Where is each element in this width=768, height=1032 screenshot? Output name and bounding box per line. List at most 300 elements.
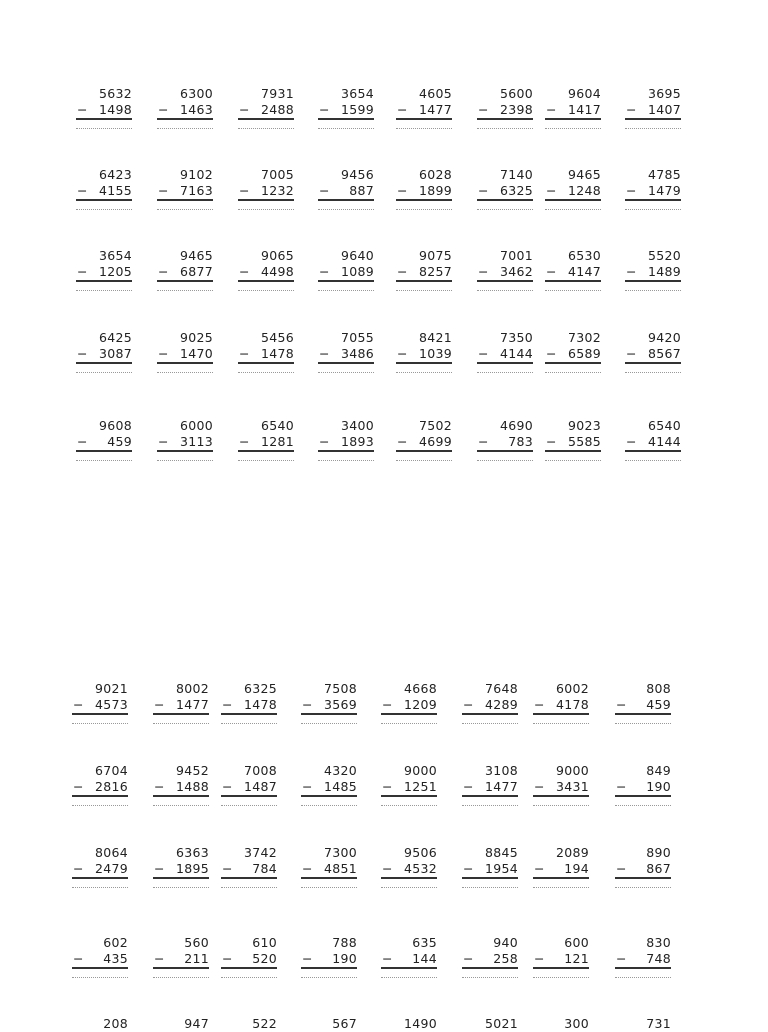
answer-line[interactable] [153, 977, 209, 978]
subtraction-problem [396, 86, 452, 129]
answer-line[interactable] [477, 290, 533, 291]
subtrahend-line [76, 434, 132, 452]
answer-line[interactable] [318, 460, 374, 461]
subtraction-problem [238, 86, 294, 129]
answer-line[interactable] [153, 805, 209, 806]
answer-line[interactable] [157, 128, 213, 129]
minuend: 7350 [499, 330, 533, 345]
minuend: 8421 [418, 330, 452, 345]
subtrahend: 1478 [260, 346, 294, 361]
subtrahend: 1407 [647, 102, 681, 117]
answer-line[interactable] [318, 372, 374, 373]
subtrahend-line [381, 697, 437, 715]
minus-sign: − [302, 951, 313, 966]
answer-line[interactable] [238, 290, 294, 291]
subtrahend-line [477, 434, 533, 452]
answer-line[interactable] [462, 887, 518, 888]
subtraction-problem [238, 167, 294, 210]
answer-line[interactable] [381, 723, 437, 724]
subtrahend: 1205 [98, 264, 132, 279]
minuend: 7140 [499, 167, 533, 182]
subtraction-problem [301, 1016, 357, 1032]
minuend: 830 [646, 935, 671, 950]
answer-line[interactable] [318, 209, 374, 210]
answer-line[interactable] [545, 460, 601, 461]
answer-line[interactable] [396, 209, 452, 210]
minuend: 7001 [499, 248, 533, 263]
answer-line[interactable] [381, 805, 437, 806]
subtraction-problem [157, 248, 213, 291]
answer-line[interactable] [76, 290, 132, 291]
subtraction-problem [533, 935, 589, 978]
subtrahend-line [301, 779, 357, 797]
subtrahend-line [462, 779, 518, 797]
subtraction-problem [318, 167, 374, 210]
minuend: 208 [103, 1016, 128, 1031]
answer-line[interactable] [533, 723, 589, 724]
minuend: 9640 [340, 248, 374, 263]
subtraction-problem [76, 418, 132, 461]
subtraction-problem [318, 418, 374, 461]
answer-line[interactable] [462, 977, 518, 978]
subtraction-problem [301, 935, 357, 978]
subtrahend: 3486 [340, 346, 374, 361]
subtrahend-line [72, 697, 128, 715]
answer-line[interactable] [396, 290, 452, 291]
subtrahend-line [318, 183, 374, 201]
subtraction-problem [396, 418, 452, 461]
answer-line[interactable] [301, 805, 357, 806]
minuend: 600 [564, 935, 589, 950]
minus-sign: − [478, 434, 489, 449]
minuend: 7931 [260, 86, 294, 101]
minus-sign: − [546, 434, 557, 449]
minus-sign: − [626, 264, 637, 279]
subtrahend-line [221, 861, 277, 879]
minus-sign: − [546, 102, 557, 117]
subtrahend-line [625, 264, 681, 282]
subtraction-problem [381, 845, 437, 888]
answer-line[interactable] [533, 977, 589, 978]
minus-sign: − [616, 779, 627, 794]
subtrahend-line [221, 779, 277, 797]
answer-line[interactable] [157, 372, 213, 373]
subtrahend: 3113 [179, 434, 213, 449]
subtraction-problem [545, 86, 601, 129]
minuend: 567 [332, 1016, 357, 1031]
answer-line[interactable] [615, 723, 671, 724]
subtrahend: 520 [252, 951, 277, 966]
subtrahend: 6877 [179, 264, 213, 279]
subtraction-problem [615, 845, 671, 888]
subtrahend: 3462 [499, 264, 533, 279]
subtrahend: 258 [493, 951, 518, 966]
answer-line[interactable] [545, 372, 601, 373]
subtrahend-line [477, 102, 533, 120]
subtrahend-line [462, 697, 518, 715]
subtraction-problem [301, 681, 357, 724]
subtrahend: 2816 [94, 779, 128, 794]
minus-sign: − [382, 697, 393, 712]
minus-sign: − [239, 434, 250, 449]
minus-sign: − [626, 102, 637, 117]
minus-sign: − [397, 346, 408, 361]
minuend: 9025 [179, 330, 213, 345]
minus-sign: − [154, 951, 165, 966]
minuend: 788 [332, 935, 357, 950]
subtrahend: 1954 [484, 861, 518, 876]
subtraction-problem [72, 845, 128, 888]
minus-sign: − [616, 861, 627, 876]
subtraction-problem [153, 1016, 209, 1032]
subtraction-problem [615, 1016, 671, 1032]
minuend: 9452 [175, 763, 209, 778]
subtrahend-line [221, 951, 277, 969]
answer-line[interactable] [477, 460, 533, 461]
minus-sign: − [239, 102, 250, 117]
subtraction-problem [615, 681, 671, 724]
subtrahend: 4532 [403, 861, 437, 876]
subtraction-problem [72, 681, 128, 724]
subtrahend-line [318, 102, 374, 120]
answer-line[interactable] [615, 977, 671, 978]
answer-line[interactable] [533, 805, 589, 806]
minuend: 9021 [94, 681, 128, 696]
minus-sign: − [319, 434, 330, 449]
subtrahend: 1599 [340, 102, 374, 117]
minus-sign: − [463, 697, 474, 712]
minus-sign: − [397, 434, 408, 449]
answer-line[interactable] [318, 128, 374, 129]
subtrahend-line [615, 861, 671, 879]
minuend: 6704 [94, 763, 128, 778]
answer-line[interactable] [76, 209, 132, 210]
subtrahend: 8257 [418, 264, 452, 279]
answer-line[interactable] [477, 372, 533, 373]
subtraction-problem [462, 681, 518, 724]
subtrahend-line [157, 183, 213, 201]
subtraction-problem [157, 330, 213, 373]
minus-sign: − [302, 861, 313, 876]
subtraction-problem [477, 418, 533, 461]
subtraction-problem [477, 167, 533, 210]
subtraction-problem [76, 248, 132, 291]
answer-line[interactable] [301, 723, 357, 724]
answer-line[interactable] [221, 887, 277, 888]
minuend: 9465 [179, 248, 213, 263]
subtraction-problem [477, 330, 533, 373]
answer-line[interactable] [153, 723, 209, 724]
answer-line[interactable] [72, 887, 128, 888]
minus-sign: − [222, 697, 233, 712]
subtrahend-line [238, 264, 294, 282]
minuend: 7508 [323, 681, 357, 696]
subtrahend: 1248 [567, 183, 601, 198]
subtrahend: 1477 [175, 697, 209, 712]
subtrahend-line [301, 861, 357, 879]
minus-sign: − [534, 779, 545, 794]
subtrahend-line [72, 779, 128, 797]
minuend: 5600 [499, 86, 533, 101]
minus-sign: − [154, 861, 165, 876]
answer-line[interactable] [545, 290, 601, 291]
answer-line[interactable] [76, 372, 132, 373]
answer-line[interactable] [72, 805, 128, 806]
subtraction-problem [72, 763, 128, 806]
answer-line[interactable] [462, 723, 518, 724]
subtrahend-line [76, 183, 132, 201]
subtrahend: 1893 [340, 434, 374, 449]
minus-sign: − [73, 779, 84, 794]
minuend: 6540 [647, 418, 681, 433]
minuend: 9420 [647, 330, 681, 345]
subtrahend: 784 [252, 861, 277, 876]
subtrahend: 8567 [647, 346, 681, 361]
minus-sign: − [158, 346, 169, 361]
subtrahend-line [157, 346, 213, 364]
answer-line[interactable] [381, 887, 437, 888]
minus-sign: − [397, 102, 408, 117]
minuend: 9456 [340, 167, 374, 182]
minus-sign: − [239, 264, 250, 279]
subtrahend: 1463 [179, 102, 213, 117]
subtraction-problem [72, 1016, 128, 1032]
minuend: 7302 [567, 330, 601, 345]
answer-line[interactable] [533, 887, 589, 888]
answer-line[interactable] [625, 209, 681, 210]
minuend: 7005 [260, 167, 294, 182]
subtrahend-line [615, 779, 671, 797]
subtrahend: 121 [564, 951, 589, 966]
answer-line[interactable] [72, 977, 128, 978]
answer-line[interactable] [221, 805, 277, 806]
subtraction-problem [221, 763, 277, 806]
minus-sign: − [546, 346, 557, 361]
subtraction-problem [157, 167, 213, 210]
answer-line[interactable] [238, 128, 294, 129]
subtrahend-line [153, 697, 209, 715]
subtrahend-line [72, 861, 128, 879]
subtrahend-line [238, 346, 294, 364]
subtrahend-line [318, 264, 374, 282]
subtrahend: 1039 [418, 346, 452, 361]
minuend: 5520 [647, 248, 681, 263]
subtraction-problem [238, 418, 294, 461]
subtraction-problem [545, 330, 601, 373]
minuend: 6540 [260, 418, 294, 433]
minuend: 522 [252, 1016, 277, 1031]
subtrahend: 4289 [484, 697, 518, 712]
subtrahend: 1488 [175, 779, 209, 794]
minuend: 3400 [340, 418, 374, 433]
subtraction-problem [615, 763, 671, 806]
subtrahend-line [238, 434, 294, 452]
answer-line[interactable] [238, 372, 294, 373]
answer-line[interactable] [396, 372, 452, 373]
subtrahend-line [157, 102, 213, 120]
answer-line[interactable] [625, 372, 681, 373]
subtraction-problem [477, 248, 533, 291]
answer-line[interactable] [396, 460, 452, 461]
answer-line[interactable] [396, 128, 452, 129]
answer-line[interactable] [72, 723, 128, 724]
minuend: 6425 [98, 330, 132, 345]
answer-line[interactable] [318, 290, 374, 291]
subtrahend: 4147 [567, 264, 601, 279]
minuend: 8002 [175, 681, 209, 696]
subtraction-problem [301, 845, 357, 888]
subtrahend-line [153, 861, 209, 879]
minus-sign: − [382, 861, 393, 876]
subtrahend-line [381, 779, 437, 797]
subtraction-problem [318, 330, 374, 373]
minuend: 9608 [98, 418, 132, 433]
minuend: 610 [252, 935, 277, 950]
minuend: 6028 [418, 167, 452, 182]
subtrahend: 211 [184, 951, 209, 966]
subtraction-problem [545, 248, 601, 291]
answer-line[interactable] [238, 460, 294, 461]
answer-line[interactable] [157, 290, 213, 291]
subtrahend-line [381, 951, 437, 969]
minuend: 4320 [323, 763, 357, 778]
subtrahend-line [318, 346, 374, 364]
answer-line[interactable] [625, 128, 681, 129]
subtraction-problem [545, 418, 601, 461]
minuend: 8064 [94, 845, 128, 860]
subtrahend-line [221, 697, 277, 715]
subtraction-problem [381, 935, 437, 978]
answer-line[interactable] [76, 128, 132, 129]
subtrahend: 1498 [98, 102, 132, 117]
minuend: 940 [493, 935, 518, 950]
answer-line[interactable] [625, 460, 681, 461]
answer-line[interactable] [462, 805, 518, 806]
minuend: 9023 [567, 418, 601, 433]
minuend: 5632 [98, 86, 132, 101]
minuend: 6363 [175, 845, 209, 860]
subtrahend-line [396, 183, 452, 201]
minuend: 3108 [484, 763, 518, 778]
minus-sign: − [77, 346, 88, 361]
minuend: 6002 [555, 681, 589, 696]
subtraction-problem [238, 330, 294, 373]
subtrahend-line [153, 779, 209, 797]
subtraction-problem [462, 845, 518, 888]
answer-line[interactable] [153, 887, 209, 888]
answer-line[interactable] [301, 977, 357, 978]
answer-line[interactable] [221, 977, 277, 978]
subtrahend-line [157, 434, 213, 452]
subtrahend: 2488 [260, 102, 294, 117]
subtrahend-line [533, 697, 589, 715]
subtrahend: 3087 [98, 346, 132, 361]
subtrahend: 4155 [98, 183, 132, 198]
answer-line[interactable] [157, 209, 213, 210]
answer-line[interactable] [545, 128, 601, 129]
minuend: 6423 [98, 167, 132, 182]
subtrahend-line [545, 434, 601, 452]
subtrahend-line [545, 264, 601, 282]
subtrahend: 4699 [418, 434, 452, 449]
minuend: 9075 [418, 248, 452, 263]
subtrahend: 194 [564, 861, 589, 876]
subtrahend-line [301, 697, 357, 715]
minuend: 7008 [243, 763, 277, 778]
subtrahend: 1487 [243, 779, 277, 794]
subtrahend: 783 [508, 434, 533, 449]
answer-line[interactable] [76, 460, 132, 461]
minuend: 3742 [243, 845, 277, 860]
subtraction-problem [462, 1016, 518, 1032]
minuend: 849 [646, 763, 671, 778]
minuend: 9465 [567, 167, 601, 182]
minus-sign: − [239, 183, 250, 198]
subtrahend-line [533, 861, 589, 879]
subtraction-problem [533, 763, 589, 806]
minuend: 1490 [403, 1016, 437, 1031]
subtrahend: 144 [412, 951, 437, 966]
subtrahend-line [157, 264, 213, 282]
subtrahend: 1478 [243, 697, 277, 712]
answer-line[interactable] [477, 209, 533, 210]
minus-sign: − [319, 346, 330, 361]
answer-line[interactable] [221, 723, 277, 724]
minus-sign: − [397, 183, 408, 198]
subtrahend-line [381, 861, 437, 879]
subtraction-problem [318, 248, 374, 291]
minus-sign: − [478, 183, 489, 198]
subtrahend: 4851 [323, 861, 357, 876]
minus-sign: − [222, 861, 233, 876]
answer-line[interactable] [301, 887, 357, 888]
answer-line[interactable] [615, 805, 671, 806]
minuend: 3695 [647, 86, 681, 101]
subtrahend: 4144 [647, 434, 681, 449]
minus-sign: − [154, 697, 165, 712]
minus-sign: − [534, 697, 545, 712]
subtraction-problem [72, 935, 128, 978]
subtrahend: 435 [103, 951, 128, 966]
subtrahend: 6325 [499, 183, 533, 198]
minus-sign: − [626, 346, 637, 361]
answer-line[interactable] [157, 460, 213, 461]
minuend: 947 [184, 1016, 209, 1031]
answer-line[interactable] [238, 209, 294, 210]
minus-sign: − [77, 264, 88, 279]
answer-line[interactable] [477, 128, 533, 129]
answer-line[interactable] [615, 887, 671, 888]
answer-line[interactable] [381, 977, 437, 978]
minuend: 808 [646, 681, 671, 696]
subtrahend-line [153, 951, 209, 969]
minus-sign: − [73, 697, 84, 712]
subtrahend-line [396, 346, 452, 364]
subtraction-problem [396, 248, 452, 291]
subtrahend: 7163 [179, 183, 213, 198]
subtrahend: 1485 [323, 779, 357, 794]
subtrahend-line [76, 102, 132, 120]
subtrahend-line [533, 779, 589, 797]
answer-line[interactable] [545, 209, 601, 210]
subtrahend: 4573 [94, 697, 128, 712]
subtraction-problem [477, 86, 533, 129]
minus-sign: − [626, 183, 637, 198]
answer-line[interactable] [625, 290, 681, 291]
minus-sign: − [382, 951, 393, 966]
subtrahend-line [72, 951, 128, 969]
subtraction-problem [381, 763, 437, 806]
